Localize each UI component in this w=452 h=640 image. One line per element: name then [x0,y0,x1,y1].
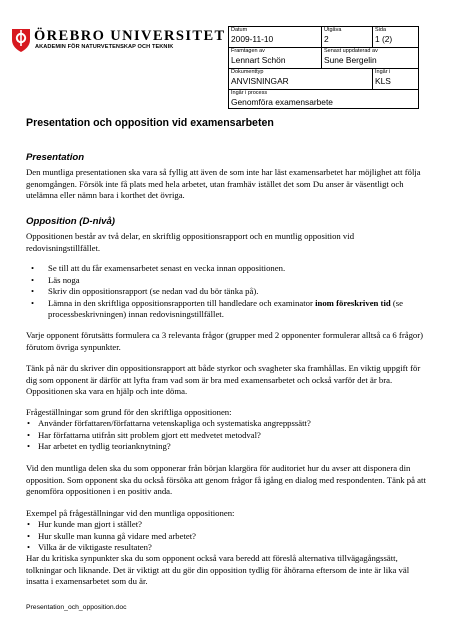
list-item-text: (se processbeskrivningen) innan redovisningstillfället. [48,297,404,320]
university-name: ÖREBRO UNIVERSITET [34,28,226,44]
university-seal-icon [10,27,32,53]
meta-label: Dokumenttyp [231,69,264,75]
oral-questions-list [26,519,426,554]
meta-process-cell [229,90,419,109]
paragraph-presentation: Den muntliga presentationen ska vara så fyllig att även de som inte har läst examensarbetet har möjlighet att följa genomgången. Försök inte få plats med hela arbetet, utan framhäv istället det som Du anser är väsentligt och utelämna eller nämn bara i korthet det övriga. [26,167,421,201]
paragraph-examples: Exempel på frågeställningar vid den muntliga oppositionen: [26,508,235,518]
meta-value: 2 [324,34,329,44]
meta-value: KLS [375,76,391,86]
paragraph-opposition-intro: Oppositionen består av två delar, en skriftlig oppositionsrapport och en muntlig opposition vid redovisningstillfället. [26,231,355,253]
paragraph-critical: Har du kritiska synpunkter ska du som opponent också vara beredd att föreslå alternativa tillvägagångssätt, tolkningar och liknande. Det är viktigt att du gör din opposition tydlig för åhörarna eftersom de inte är lika väl insatta i examensarbetet som du är. [26,553,410,587]
paragraph-oral: Vid den muntliga delen ska du som opponerar från början klargöra för auditoriet hur du avser att disponera din opposition. Som opponent ska du också försöka att genom frågor få igång en dialog med respondenten. Tänk på att genomföra oppositionen i en positiv anda. [26,463,426,497]
meta-value: 2009-11-10 [231,34,274,44]
meta-page-cell [373,27,419,48]
meta-value: Lennart Schön [231,55,286,65]
meta-label: Framtagen av [231,48,265,54]
meta-updated-cell [322,48,419,69]
list-item: • Hur kunde man gjort i stället? [26,519,426,531]
list-item: • Skriv din oppositionsrapport (se nedan vad du bör tänka på). [26,286,426,298]
meta-part-of-cell [373,69,419,90]
document-title: Presentation och opposition vid examensarbeten [26,117,274,129]
meta-edition-cell [322,27,373,48]
meta-value: 1 (2) [375,34,393,44]
meta-label: Senast uppdaterad av [324,48,378,54]
list-item: • Se till att du får examensarbetet senast en vecka innan oppositionen. [26,263,426,275]
list-item-text: Lämna in den skriftliga oppositionsrapporten till handledare och examinator [48,297,316,308]
list-item-emphasis: inom föreskriven tid [315,297,391,308]
document-meta-table [228,26,419,109]
paragraph-strengths: Tänk på när du skriver din oppositionsrapport att både styrkor och svagheter ska framhållas. En viktig uppgift för dig som opponent är därför att lyfta fram vad som är bra med examensarbetet och också varför det är bra. Oppositionen ska vara en hjälp och inte döma. [26,363,421,397]
meta-label: Datum [231,27,248,33]
meta-label: Ingår i [375,69,391,75]
meta-date-cell [229,27,322,48]
meta-value: Genomföra examensarbete [231,97,333,107]
meta-value: Sune Bergelin [324,55,377,65]
list-item: • Hur skulle man kunna gå vidare med arbetet? [26,531,426,543]
footer-filename: Presentation_och_opposition.doc [26,604,127,611]
written-questions-list [26,418,426,453]
list-item: • Vilka är de viktigaste resultaten? [26,542,426,554]
opposition-steps-list [26,263,426,321]
list-item [26,298,426,321]
meta-author-cell [229,48,322,69]
faculty-name: AKADEMIN FÖR NATURVETENSKAP OCH TEKNIK [35,44,174,50]
meta-label: Ingår i process [231,90,268,96]
list-item: • Läs noga [26,275,426,287]
section-heading-presentation: Presentation [26,152,85,163]
section-heading-opposition: Opposition (D-nivå) [26,216,115,227]
list-item: • Använder författaren/författarna vetenskapliga och systematiska angreppssätt? [26,418,426,430]
list-item: • Har arbetet en tydlig teorianknytning? [26,441,426,453]
meta-label: Utgåva [324,27,342,33]
list-item: • Har författarna utifrån sitt problem gjort ett medvetet metodval? [26,430,426,442]
paragraph-questions: Varje opponent förutsätts formulera ca 3 relevanta frågor (grupper med 2 opponenter formulerar alltså ca 6 frågor) förutom övriga synpunkter. [26,330,424,352]
university-logo [10,27,230,55]
meta-label: Sida [375,27,387,33]
meta-doctype-cell [229,69,373,90]
paragraph-basis: Frågeställningar som grund för den skriftliga oppositionen: [26,407,232,417]
meta-value: ANVISNINGAR [231,76,289,86]
